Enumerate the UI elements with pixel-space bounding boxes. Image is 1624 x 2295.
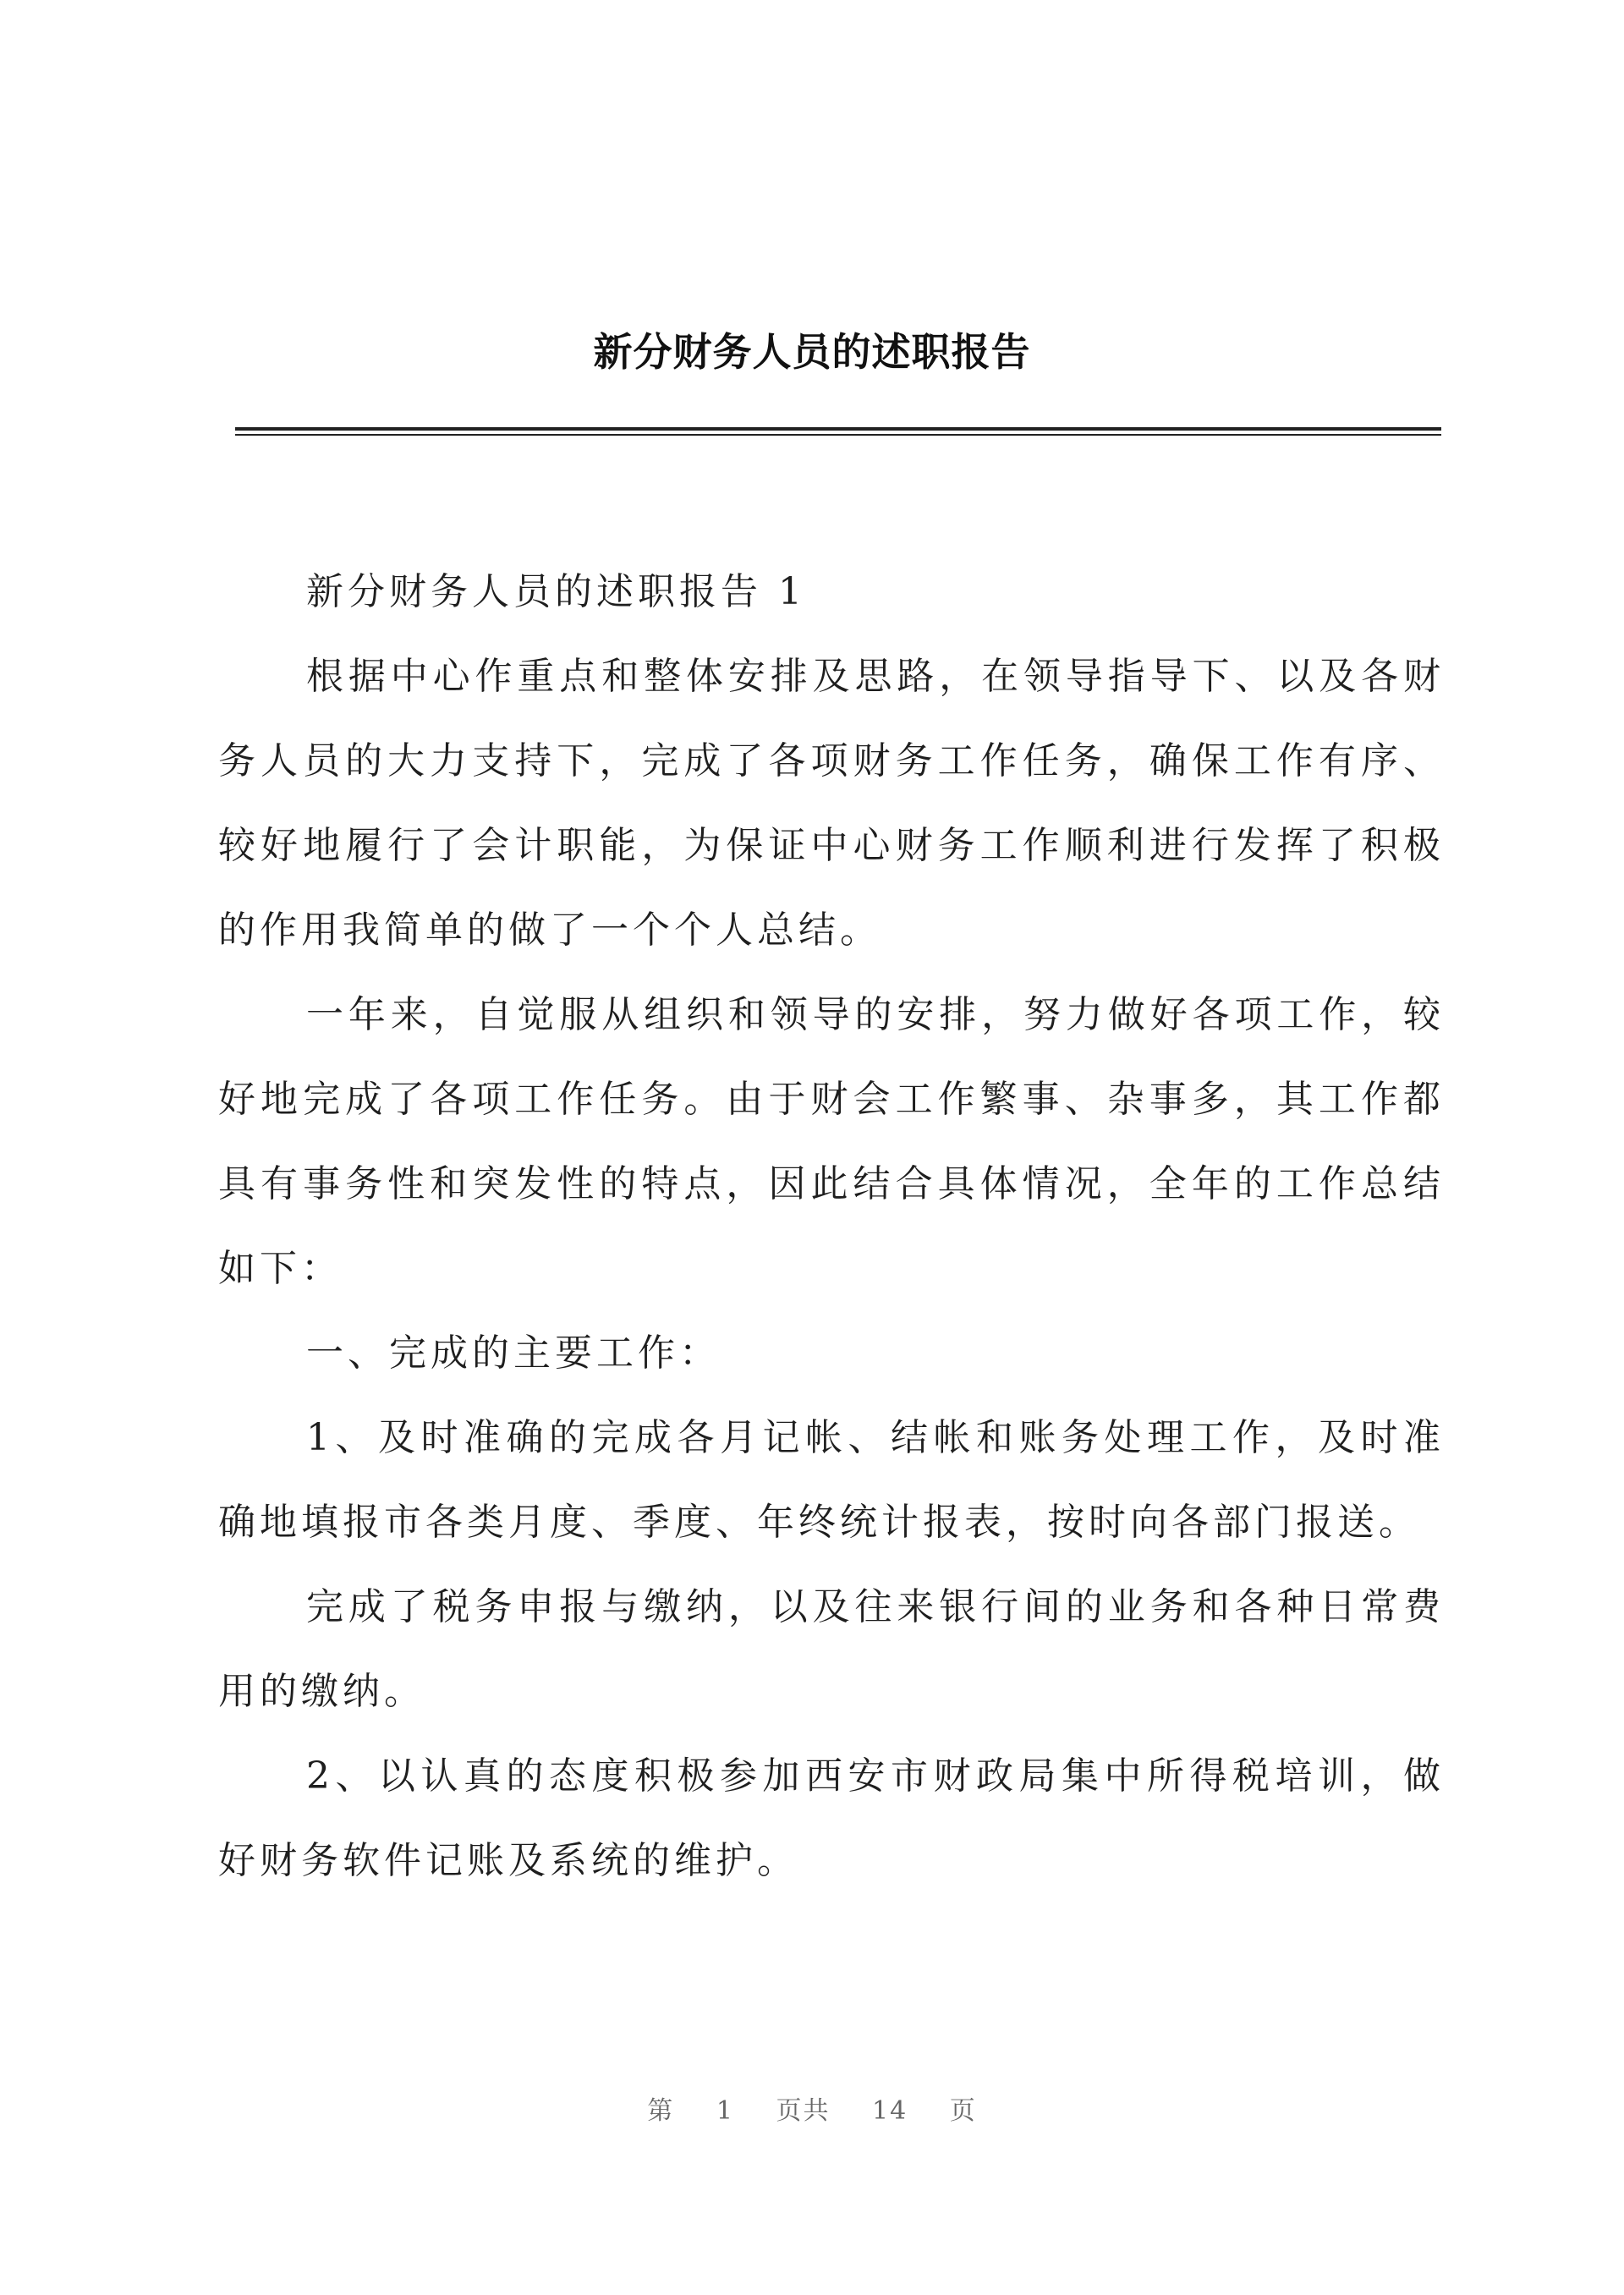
title-divider-thin: [235, 434, 1441, 436]
paragraph: 一、完成的主要工作：: [306, 1331, 721, 1375]
paragraph: 完成了税务申报与缴纳，以及往来银行间的业务和各种日常费用的缴纳。: [218, 1585, 1445, 1713]
document-title: 新分财务人员的述职报告: [593, 329, 1031, 375]
paragraph: 根据中心作重点和整体安排及思路，在领导指导下、以及各财务人员的大力支持下，完成了各项财务工作任务，确保工作有序、较好地履行了会计职能，为保证中心财务工作顺利进行发挥了积极的作用我简单的做了一个个人总结。: [218, 655, 1445, 952]
footer-page-mid: 页共: [776, 2096, 831, 2126]
footer-total-pages: 14: [872, 2096, 908, 2126]
footer-page-prefix: 第: [647, 2096, 675, 2126]
section-heading: 新分财务人员的述职报告 1: [306, 570, 806, 613]
paragraph: 一年来，自觉服从组织和领导的安排，努力做好各项工作，较好地完成了各项工作任务。由于财会工作繁事、杂事多，其工作都具有事务性和突发性的特点，因此结合具体情况，全年的工作总结如下：: [218, 993, 1445, 1290]
paragraph: 1、及时准确的完成各月记帐、结帐和账务处理工作，及时准确地填报市各类月度、季度、年终统计报表，按时向各部门报送。: [218, 1416, 1445, 1544]
footer-page-number: 1: [716, 2096, 734, 2126]
page-footer: [0, 2089, 1624, 2127]
title-divider-thick: [235, 427, 1441, 431]
document-body: [218, 550, 1445, 1903]
paragraph: 2、以认真的态度积极参加西安市财政局集中所得税培训，做好财务软件记账及系统的维护。: [218, 1754, 1445, 1882]
footer-page-suffix: 页: [949, 2096, 977, 2126]
